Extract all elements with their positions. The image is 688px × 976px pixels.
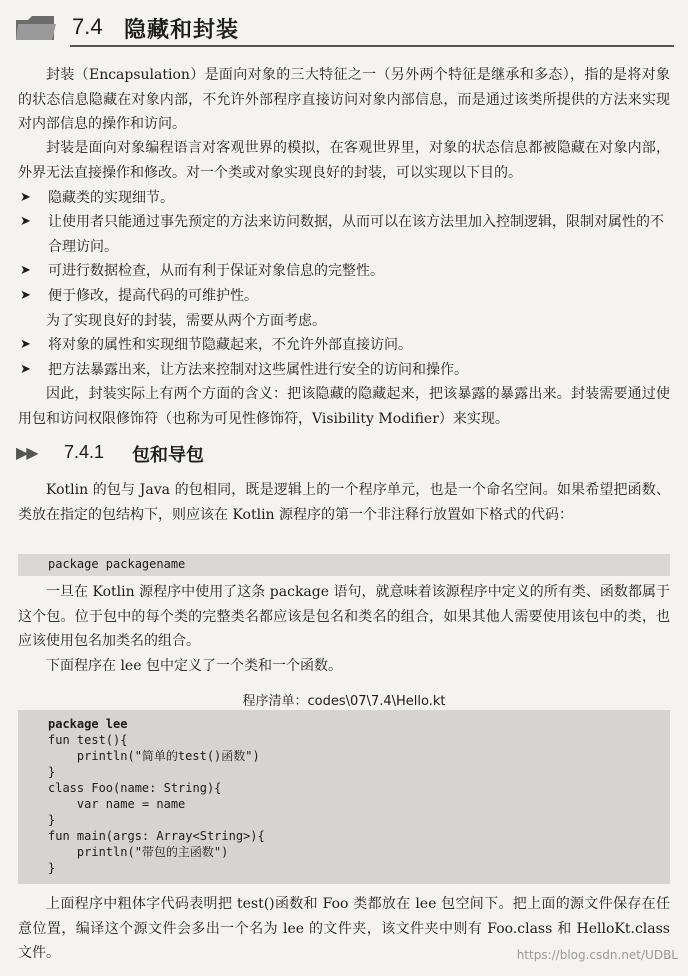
arrow-bullet-icon: ➤ xyxy=(20,337,31,352)
bullet-text: 便于修改，提高代码的可维护性。 xyxy=(48,288,258,304)
paragraph-consider: 为了实现良好的封装，需要从两个方面考虑。 xyxy=(46,313,326,329)
code-line: println("带包的主函数") xyxy=(48,845,229,859)
bullet-item xyxy=(20,284,670,309)
arrow-bullet-icon: ➤ xyxy=(20,190,31,205)
subsection-number: 7.4.1 xyxy=(64,442,105,462)
paragraph-kotlin-package: Kotlin 的包与 Java 的包相同，既是逻辑上的一个程序单元，也是一个命名空间。如果希望把函数、类放在指定的包结构下，则应该在 Kotlin 源程序的第一个非注释行放置如下格式的代码： xyxy=(18,482,670,523)
bullet-text: 隐藏类的实现细节。 xyxy=(48,190,174,206)
bullet-item xyxy=(20,333,670,358)
subsection-title: 包和导包 xyxy=(132,445,204,466)
package-code-snippet xyxy=(18,554,670,576)
bullet-item xyxy=(20,358,670,383)
heading-rule xyxy=(70,45,674,47)
subsection-heading xyxy=(16,440,416,468)
code-line: fun main(args: Array<String>){ xyxy=(48,829,265,843)
folder-icon xyxy=(14,14,58,42)
section-heading xyxy=(14,10,674,46)
bullet-item xyxy=(20,210,670,259)
code-line: package lee xyxy=(48,717,128,731)
code-listing xyxy=(18,710,670,884)
code-line: class Foo(name: String){ xyxy=(48,781,222,795)
bullet-text: 可进行数据检查，从而有利于保证对象信息的完整性。 xyxy=(48,263,384,279)
bullet-text: 让使用者只能通过事先预定的方法来访问数据，从而可以在该方法里加入控制逻辑，限制对属性的不合理访问。 xyxy=(48,214,664,255)
arrow-bullet-icon: ➤ xyxy=(20,214,31,229)
paragraph-package-usage: 一旦在 Kotlin 源程序中使用了这条 package 语句，就意味着该源程序中定义的所有类、函数都属于这个包。位于包中的每个类的完整类名都应该是包名和类名的组合，如果其他人需要使用该包中的类，也应该使用包名加类名的组合。 xyxy=(18,584,670,649)
code-line: package packagename xyxy=(48,557,186,571)
section-title: 隐藏和封装 xyxy=(124,18,240,43)
double-arrow-icon: ▶▶ xyxy=(16,443,37,462)
arrow-bullet-icon: ➤ xyxy=(20,362,31,377)
code-line: } xyxy=(48,813,56,827)
arrow-bullet-icon: ➤ xyxy=(20,263,31,278)
listing-caption: 程序清单：codes\07\7.4\Hello.kt xyxy=(242,694,446,709)
arrow-bullet-icon: ➤ xyxy=(20,288,31,303)
bullet-text: 将对象的属性和实现细节隐藏起来，不允许外部直接访问。 xyxy=(48,337,412,353)
paragraph-meaning: 因此，封装实际上有两个方面的含义：把该隐藏的隐藏起来，把该暴露的暴露出来。封装需要通过使用包和访问权限修饰符（也称为可见性修饰符，Visibility Modifier）来实现。 xyxy=(18,386,670,427)
code-line: } xyxy=(48,765,56,779)
bullet-item xyxy=(20,259,670,284)
paragraph-purpose: 封装是面向对象编程语言对客观世界的模拟，在客观世界里，对象的状态信息都被隐藏在对象内部，外界无法直接操作和修改。对一个类或对象实现良好的封装，可以实现以下目的。 xyxy=(18,140,670,181)
paragraph-bold-explanation: 上面程序中粗体字代码表明把 test()函数和 Foo 类都放在 lee 包空间下。把上面的源文件保存在任意位置，编译这个源文件会多出一个名为 lee 的文件夹，该文件夹中则有 Foo.class 和 HelloKt.class 文件。 xyxy=(18,896,670,961)
code-line: } xyxy=(48,861,56,875)
code-line: var name = name xyxy=(48,797,186,811)
bullet-item xyxy=(20,186,670,211)
watermark-url: https://blog.csdn.net/UDBL xyxy=(516,948,678,962)
code-line: println("简单的test()函数") xyxy=(48,749,260,763)
paragraph-lee-intro: 下面程序在 lee 包中定义了一个类和一个函数。 xyxy=(46,658,342,674)
bullet-text: 把方法暴露出来，让方法来控制对这些属性进行安全的访问和操作。 xyxy=(48,362,468,378)
paragraph-encapsulation: 封装（Encapsulation）是面向对象的三大特征之一（另外两个特征是继承和多态），指的是将对象的状态信息隐藏在对象内部，不允许外部程序直接访问对象内部信息，而是通过该类所提供的方法来实现对内部信息的操作和访问。 xyxy=(18,67,670,132)
section-number: 7.4 xyxy=(72,14,103,39)
code-line: fun test(){ xyxy=(48,733,128,747)
